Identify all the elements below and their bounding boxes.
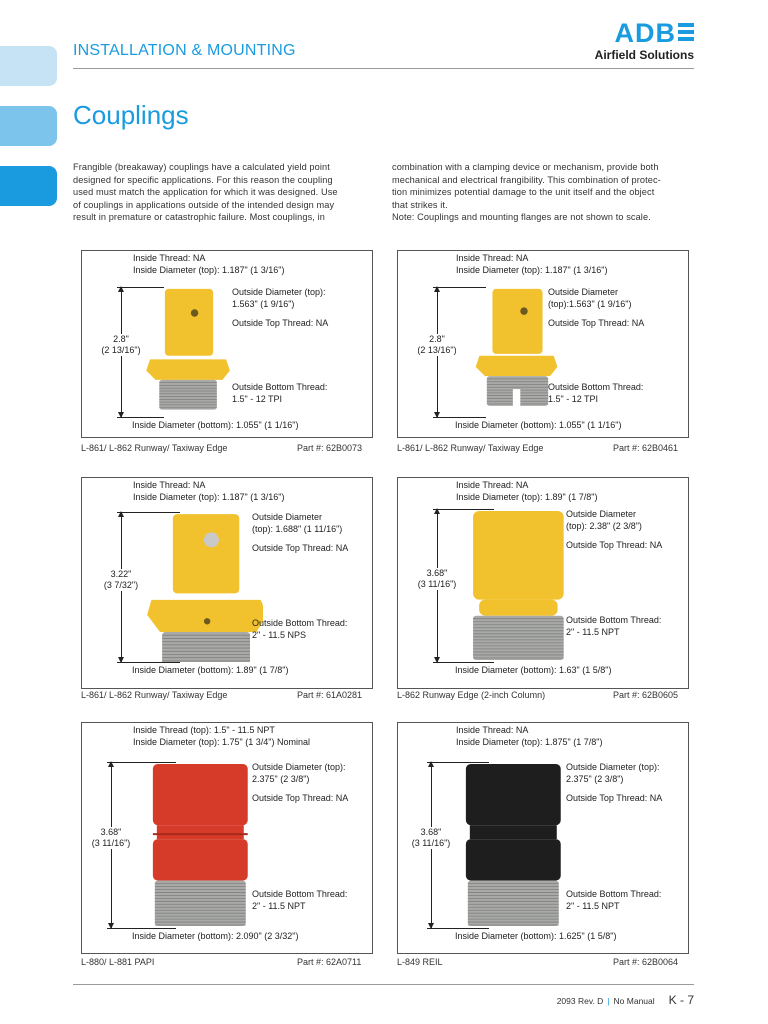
inside-diameter-bottom-line: Inside Diameter (bottom): 1.63" (1 5/8")	[455, 665, 612, 675]
inside-diameter-bottom-line: Inside Diameter (bottom): 1.055" (1 1/16")	[455, 420, 622, 430]
height-dimension-label-line: (2 13/16")	[417, 345, 457, 355]
dimension-tick	[427, 928, 489, 929]
outside-bottom-thread-line: 2" - 11.5 NPT	[566, 626, 620, 637]
outside-diameter-info	[566, 762, 660, 785]
height-dimension-label-line: 2.8"	[113, 334, 129, 344]
outside-bottom-thread	[232, 382, 327, 405]
height-dimension-label	[99, 334, 143, 356]
intro-line: combination with a clamping device or mechanism, provide both	[392, 162, 659, 172]
inside-diameter-bottom-line: Inside Diameter (bottom): 1.055" (1 1/16")	[132, 420, 299, 430]
outside-diameter-info-line: (top): 2.38" (2 3/8")	[566, 520, 642, 531]
dimension-tick	[117, 662, 180, 663]
height-dimension-label	[415, 568, 459, 590]
coupling-lower	[466, 839, 561, 880]
coupling-hex	[476, 356, 558, 376]
dimension-tick	[117, 287, 164, 288]
height-dimension-label-line: 2.8"	[429, 334, 445, 344]
product-name: L-862 Runway Edge (2-inch Column)	[397, 690, 546, 700]
footer-separator: |	[607, 996, 610, 1006]
inside-thread-info-line: Inside Thread: NA	[133, 253, 206, 263]
footer-rule	[73, 984, 694, 985]
intro-line: Frangible (breakaway) couplings have a calculated yield point	[73, 162, 330, 172]
footer-revision: 2093 Rev. D	[556, 996, 604, 1006]
height-dimension-label-line: (3 11/16")	[411, 838, 451, 848]
height-dimension-label	[409, 827, 453, 849]
part-number: Part #: 61A0281	[297, 690, 363, 700]
inside-thread-info-line: Inside Thread: NA	[456, 480, 529, 490]
part-number: Part #: 62B0064	[613, 957, 679, 967]
coupling-image	[459, 287, 561, 417]
coupling-body	[466, 764, 561, 825]
height-dimension-label-line: (2 13/16")	[101, 345, 141, 355]
inside-thread-info-line: Inside Diameter (top): 1.187" (1 3/16")	[133, 264, 285, 275]
inside-thread-info-line: Inside Diameter (top): 1.75" (1 3/4") Nominal	[133, 736, 310, 747]
outside-bottom-thread-line: 2" - 11.5 NPT	[566, 900, 620, 911]
product-name: L-861/ L-862 Runway/ Taxiway Edge	[397, 443, 544, 453]
outside-diameter-info	[548, 287, 631, 310]
height-dimension-label	[415, 334, 459, 356]
coupling-body	[153, 764, 248, 825]
outside-bottom-thread-line: 1.5" - 12 TPI	[232, 393, 283, 404]
coupling-image	[145, 512, 263, 662]
outside-bottom-thread-line: 1.5" - 12 TPI	[548, 393, 599, 404]
inside-thread-info-line: Inside Thread: NA	[456, 725, 529, 735]
intro-right-column	[392, 161, 692, 224]
outside-diameter-info	[252, 762, 346, 785]
coupling-image	[459, 509, 578, 662]
outside-diameter-info-line: (top): 1.688" (1 11/16")	[252, 523, 343, 534]
inside-thread-info-line: Inside Thread (top): 1.5" - 11.5 NPT	[133, 725, 275, 735]
outside-bottom-thread-line: Outside Bottom Thread:	[566, 889, 662, 899]
inside-thread-info	[456, 480, 597, 503]
product-name: L-849 REIL	[397, 957, 443, 967]
outside-diameter-info-line: 1.563" (1 9/16")	[232, 298, 295, 309]
part-number: Part #: 62B0073	[297, 443, 363, 453]
coupling-body	[173, 514, 239, 593]
outside-diameter-info-line: Outside Diameter (top):	[232, 287, 326, 297]
part-number: Part #: 62B0461	[613, 443, 679, 453]
dimension-tick	[433, 509, 494, 510]
height-dimension-label	[89, 827, 133, 849]
outside-diameter-info	[566, 509, 642, 532]
dimension-tick	[107, 928, 176, 929]
inside-thread-info-line: Inside Thread: NA	[133, 480, 206, 490]
intro-line: that strikes it.	[392, 199, 448, 210]
outside-bottom-thread-line: Outside Bottom Thread:	[252, 618, 348, 628]
inside-diameter-bottom	[132, 931, 298, 943]
outside-top-thread	[548, 318, 644, 330]
intro-line: result in premature or catastrophic failure. Most couplings, in	[73, 212, 325, 223]
outside-bottom-thread-line: Outside Bottom Thread:	[566, 615, 662, 625]
height-dimension-label-line: 3.68"	[100, 827, 122, 837]
inside-diameter-bottom	[132, 420, 298, 432]
outside-diameter-info-line: Outside Diameter	[548, 287, 619, 297]
inside-diameter-bottom-line: Inside Diameter (bottom): 1.625" (1 5/8")	[455, 931, 617, 941]
header-rule	[73, 68, 694, 69]
outside-diameter-info	[252, 512, 342, 535]
logo-mark	[615, 18, 695, 49]
coupling-neck	[470, 825, 557, 839]
dimension-tick	[433, 662, 494, 663]
logo-mark-text: ADB	[614, 18, 676, 48]
coupling-body	[165, 289, 213, 356]
intro-line: of couplings in applications outside of the intended design may	[73, 199, 335, 210]
outside-top-thread-line: Outside Top Thread: NA	[548, 318, 645, 328]
outside-diameter-info-line: 2.375" (2 3/8")	[566, 773, 624, 784]
coupling-body	[492, 289, 542, 354]
side-tab	[0, 46, 57, 86]
intro-line: Note: Couplings and mounting flanges are not shown to scale.	[392, 212, 651, 223]
coupling-collar	[479, 600, 558, 616]
height-dimension-label-line: (3 7/32")	[103, 580, 139, 590]
footer	[557, 993, 694, 1007]
product-name: L-861/ L-862 Runway/ Taxiway Edge	[81, 443, 228, 453]
intro-left-column	[73, 161, 373, 224]
height-dimension-label-line: 3.68"	[420, 827, 442, 837]
dimension-tick	[433, 287, 486, 288]
logo-subtitle: Airfield Solutions	[594, 48, 694, 62]
outside-diameter-info-line: 2.375" (2 3/8")	[252, 773, 310, 784]
height-dimension-label-line: (3 11/16")	[91, 838, 131, 848]
outside-diameter-info-line: Outside Diameter	[252, 512, 323, 522]
intro-line: used must match the application for which it was designed. Use	[73, 187, 338, 198]
inside-diameter-bottom	[455, 931, 616, 943]
outside-top-thread-line: Outside Top Thread: NA	[232, 318, 329, 328]
coupling-lower	[153, 839, 248, 880]
page-title: Couplings	[73, 100, 189, 130]
adb-logo	[584, 18, 694, 64]
footer-manual: No Manual	[613, 996, 655, 1006]
dimension-tick	[433, 417, 486, 418]
inside-diameter-bottom	[455, 420, 621, 432]
outside-bottom-thread-line: Outside Bottom Thread:	[232, 382, 328, 392]
inside-thread-info-line: Inside Diameter (top): 1.187" (1 3/16")	[133, 491, 285, 502]
inside-thread-info	[133, 253, 284, 276]
outside-diameter-info-line: Outside Diameter (top):	[566, 762, 660, 772]
coupling-image	[137, 287, 239, 417]
page-number: K - 7	[668, 993, 694, 1007]
outside-bottom-thread	[566, 889, 661, 912]
outside-top-thread-line: Outside Top Thread: NA	[566, 540, 663, 550]
part-number: Part #: 62B0605	[613, 690, 679, 700]
outside-diameter-info	[232, 287, 326, 310]
coupling-body	[473, 511, 564, 600]
outside-top-thread	[566, 793, 662, 805]
outside-top-thread	[566, 540, 662, 552]
inside-thread-info-line: Inside Diameter (top): 1.187" (1 3/16")	[456, 264, 608, 275]
outside-bottom-thread-line: 2" - 11.5 NPS	[252, 629, 307, 640]
inside-diameter-bottom-line: Inside Diameter (bottom): 1.89" (1 7/8")	[132, 665, 289, 675]
inside-diameter-bottom	[132, 665, 288, 677]
logo-bars-icon	[678, 23, 694, 44]
outside-bottom-thread-line: Outside Bottom Thread:	[548, 382, 644, 392]
inside-thread-info	[456, 253, 607, 276]
outside-bottom-thread	[252, 618, 347, 641]
side-tab	[0, 106, 57, 146]
outside-bottom-thread	[548, 382, 643, 405]
outside-top-thread-line: Outside Top Thread: NA	[252, 543, 349, 553]
height-dimension-label-line: 3.22"	[110, 569, 132, 579]
outside-top-thread	[252, 793, 348, 805]
side-tab-active	[0, 166, 57, 206]
coupling-image	[143, 762, 258, 928]
outside-top-thread-line: Outside Top Thread: NA	[252, 793, 349, 803]
coupling-hex	[146, 359, 230, 379]
outside-top-thread	[252, 543, 348, 555]
outside-top-thread-line: Outside Top Thread: NA	[566, 793, 663, 803]
dimension-tick	[117, 417, 164, 418]
outside-diameter-info-line: (top):1.563" (1 9/16")	[548, 298, 632, 309]
height-dimension-label-line: 3.68"	[426, 568, 448, 578]
dimension-tick	[107, 762, 176, 763]
inside-thread-info-line: Inside Diameter (top): 1.89" (1 7/8")	[456, 491, 598, 502]
inside-diameter-bottom-line: Inside Diameter (bottom): 2.090" (2 3/32")	[132, 931, 299, 941]
coupling-image	[456, 762, 571, 928]
outside-diameter-info-line: Outside Diameter	[566, 509, 637, 519]
outside-diameter-info-line: Outside Diameter (top):	[252, 762, 346, 772]
coupling-neck	[157, 825, 244, 839]
part-number: Part #: 62A0711	[297, 957, 362, 967]
height-dimension-label	[99, 569, 143, 591]
outside-top-thread	[232, 318, 328, 330]
inside-thread-info-line: Inside Thread: NA	[456, 253, 529, 263]
section-title: INSTALLATION & MOUNTING	[73, 42, 296, 59]
inside-thread-info-line: Inside Diameter (top): 1.875" (1 7/8")	[456, 736, 603, 747]
dimension-tick	[117, 512, 180, 513]
outside-bottom-thread-line: 2" - 11.5 NPT	[252, 900, 306, 911]
dimension-tick	[427, 762, 489, 763]
coupling-hex	[147, 600, 263, 632]
intro-line: tion minimizes potential damage to the unit itself and the object	[392, 187, 655, 198]
inside-thread-info	[133, 725, 310, 748]
intro-line: mechanical and electrical frangibility. This combination of protec-	[392, 174, 661, 185]
intro-line: designed for specific applications. For this reason the coupling	[73, 174, 333, 185]
inside-thread-info	[456, 725, 602, 748]
outside-bottom-thread-line: Outside Bottom Thread:	[252, 889, 348, 899]
product-name: L-861/ L-862 Runway/ Taxiway Edge	[81, 690, 228, 700]
product-name: L-880/ L-881 PAPI	[81, 957, 155, 967]
outside-bottom-thread	[566, 615, 661, 638]
inside-thread-info	[133, 480, 284, 503]
height-dimension-label-line: (3 11/16")	[417, 579, 457, 589]
outside-bottom-thread	[252, 889, 347, 912]
inside-diameter-bottom	[455, 665, 611, 677]
